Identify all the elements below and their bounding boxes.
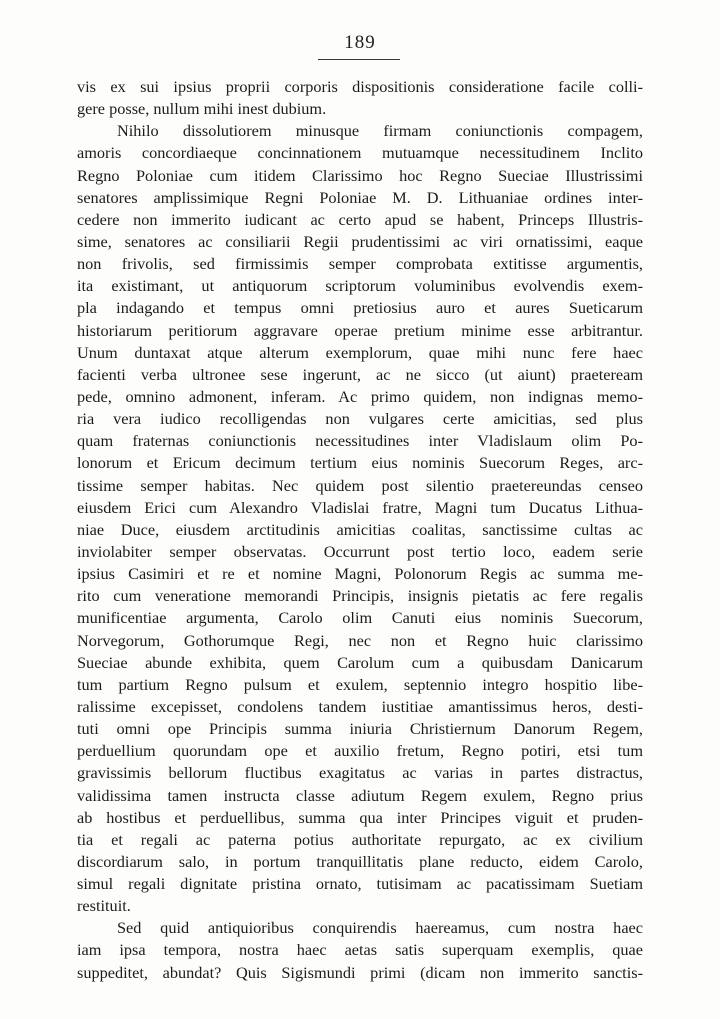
text-line: munificentiae argumenta, Carolo olim Canuti eius nominis Suecorum, xyxy=(77,608,643,628)
text-line: Norvegorum, Gothorumque Regi, nec non et Regno huic clarissimo xyxy=(77,630,643,650)
text-line: sime, senatores ac consiliarii Regii prudentissimi ac viri ornatissimi, eaque xyxy=(77,231,643,251)
text-line: discordiarum salo, in portum tranquillitatis plane reducto, eidem Carolo, xyxy=(77,851,643,871)
text-line: ita existimant, ut antiquorum scriptorum voluminibus evolvendis exem- xyxy=(77,276,643,296)
text-line: Regno Poloniae cum itidem Clarissimo hoc Regno Sueciae Illustrissimi xyxy=(77,165,643,185)
text-line: Unum duntaxat atque alterum exemplorum, quae mihi nunc fere haec xyxy=(77,342,643,362)
text-line: suppeditet, abundat? Quis Sigismundi primi (dicam non immerito sanctis- xyxy=(77,962,643,982)
text-line: iam ipsa tempora, nostra haec aetas satis superquam exemplis, quae xyxy=(77,940,643,960)
page-number: 189 xyxy=(344,32,376,53)
text-line: gravissimis bellorum fluctibus exagitatus ac varias in partes distractus, xyxy=(77,763,643,783)
text-line: facienti verba ultronee sese ingerunt, ac ne sicco (ut aiunt) praeteream xyxy=(77,364,643,384)
text-line: lonorum et Ericum decimum tertium eius nominis Suecorum Reges, arc- xyxy=(77,453,643,473)
page-number-rule xyxy=(318,59,400,60)
text-line: pla indagando et tempus omni pretiosius auro et aures Sueticarum xyxy=(77,298,643,318)
text-line: tuti omni ope Principis summa iniuria Christiernum Danorum Regem, xyxy=(77,719,643,739)
text-line: ralissime excepisset, condolens tandem iustitiae amantissimus heros, desti- xyxy=(77,696,643,716)
text-line: ria vera iudico recolligendas non vulgares certe amicitias, sed plus xyxy=(77,409,643,429)
text-line: tum partium Regno pulsum et exulem, septennio integro hospitio libe- xyxy=(77,674,643,694)
text-line: rito cum veneratione memorandi Principis, insignis pietatis ac fere regalis xyxy=(77,586,643,606)
text-line: non frivolis, sed firmissimis semper comprobata extitisse argumentis, xyxy=(77,254,643,274)
text-line: tia et regali ac paterna potius authoritate repurgato, ac ex civilium xyxy=(77,829,643,849)
text-line: niae Duce, eiusdem arctitudinis amicitias coalitas, sanctissime cultas ac xyxy=(77,519,643,539)
text-line: Sed quid antiquioribus conquirendis haereamus, cum nostra haec xyxy=(117,918,643,938)
text-line: validissima tamen instructa classe adiutum Regem exulem, Regno prius xyxy=(77,785,643,805)
text-line: simul regali dignitate pristina ornato, tutisimam ac pacatissimam Suetiam xyxy=(77,874,643,894)
text-line: inviolabiter semper observatas. Occurrunt post tertio loco, eadem serie xyxy=(77,541,643,561)
text-line: restituit. xyxy=(77,896,131,916)
text-line: tissime semper habitas. Nec quidem post silentio praetereundas censeo xyxy=(77,475,643,495)
text-line: gere posse, nullum mihi inest dubium. xyxy=(77,99,327,119)
text-line: eiusdem Erici cum Alexandro Vladislai fratre, Magni tum Ducatus Lithua- xyxy=(77,497,643,517)
text-line: Nihilo dissolutiorem minusque firmam coniunctionis compagem, xyxy=(117,121,643,141)
text-line: amoris concordiaeque concinnationem mutuamque necessitudinem Inclito xyxy=(77,143,643,163)
text-line: Sueciae abunde exhibita, quem Carolum cum a quibusdam Danicarum xyxy=(77,652,643,672)
text-line: historiarum peritiorum aggravare operae pretium minime esse arbitrantur. xyxy=(77,320,643,340)
text-line: vis ex sui ipsius proprii corporis dispositionis consideratione facile colli- xyxy=(77,77,643,96)
text-line: ipsius Casimiri et re et nomine Magni, Polonorum Regis ac summa me- xyxy=(77,564,643,584)
text-line: senatores amplissimique Regni Poloniae M. D. Lithuaniae ordines inter- xyxy=(77,187,643,207)
text-line: cedere non immerito iudicant ac certo apud se habent, Princeps Illustris- xyxy=(77,209,643,229)
text-line: perduellium quorundam ope et auxilio fretum, Regno potiri, etsi tum xyxy=(77,741,643,761)
text-line: ab hostibus et perduellibus, summa qua inter Principes viguit et pruden- xyxy=(77,807,643,827)
body-text xyxy=(77,76,643,984)
text-line: pede, omnino admonent, inferam. Ac primo quidem, non indignas memo- xyxy=(77,386,643,406)
text-line: quam fraternas coniunctionis necessitudines inter Vladislaum olim Po- xyxy=(77,431,643,451)
